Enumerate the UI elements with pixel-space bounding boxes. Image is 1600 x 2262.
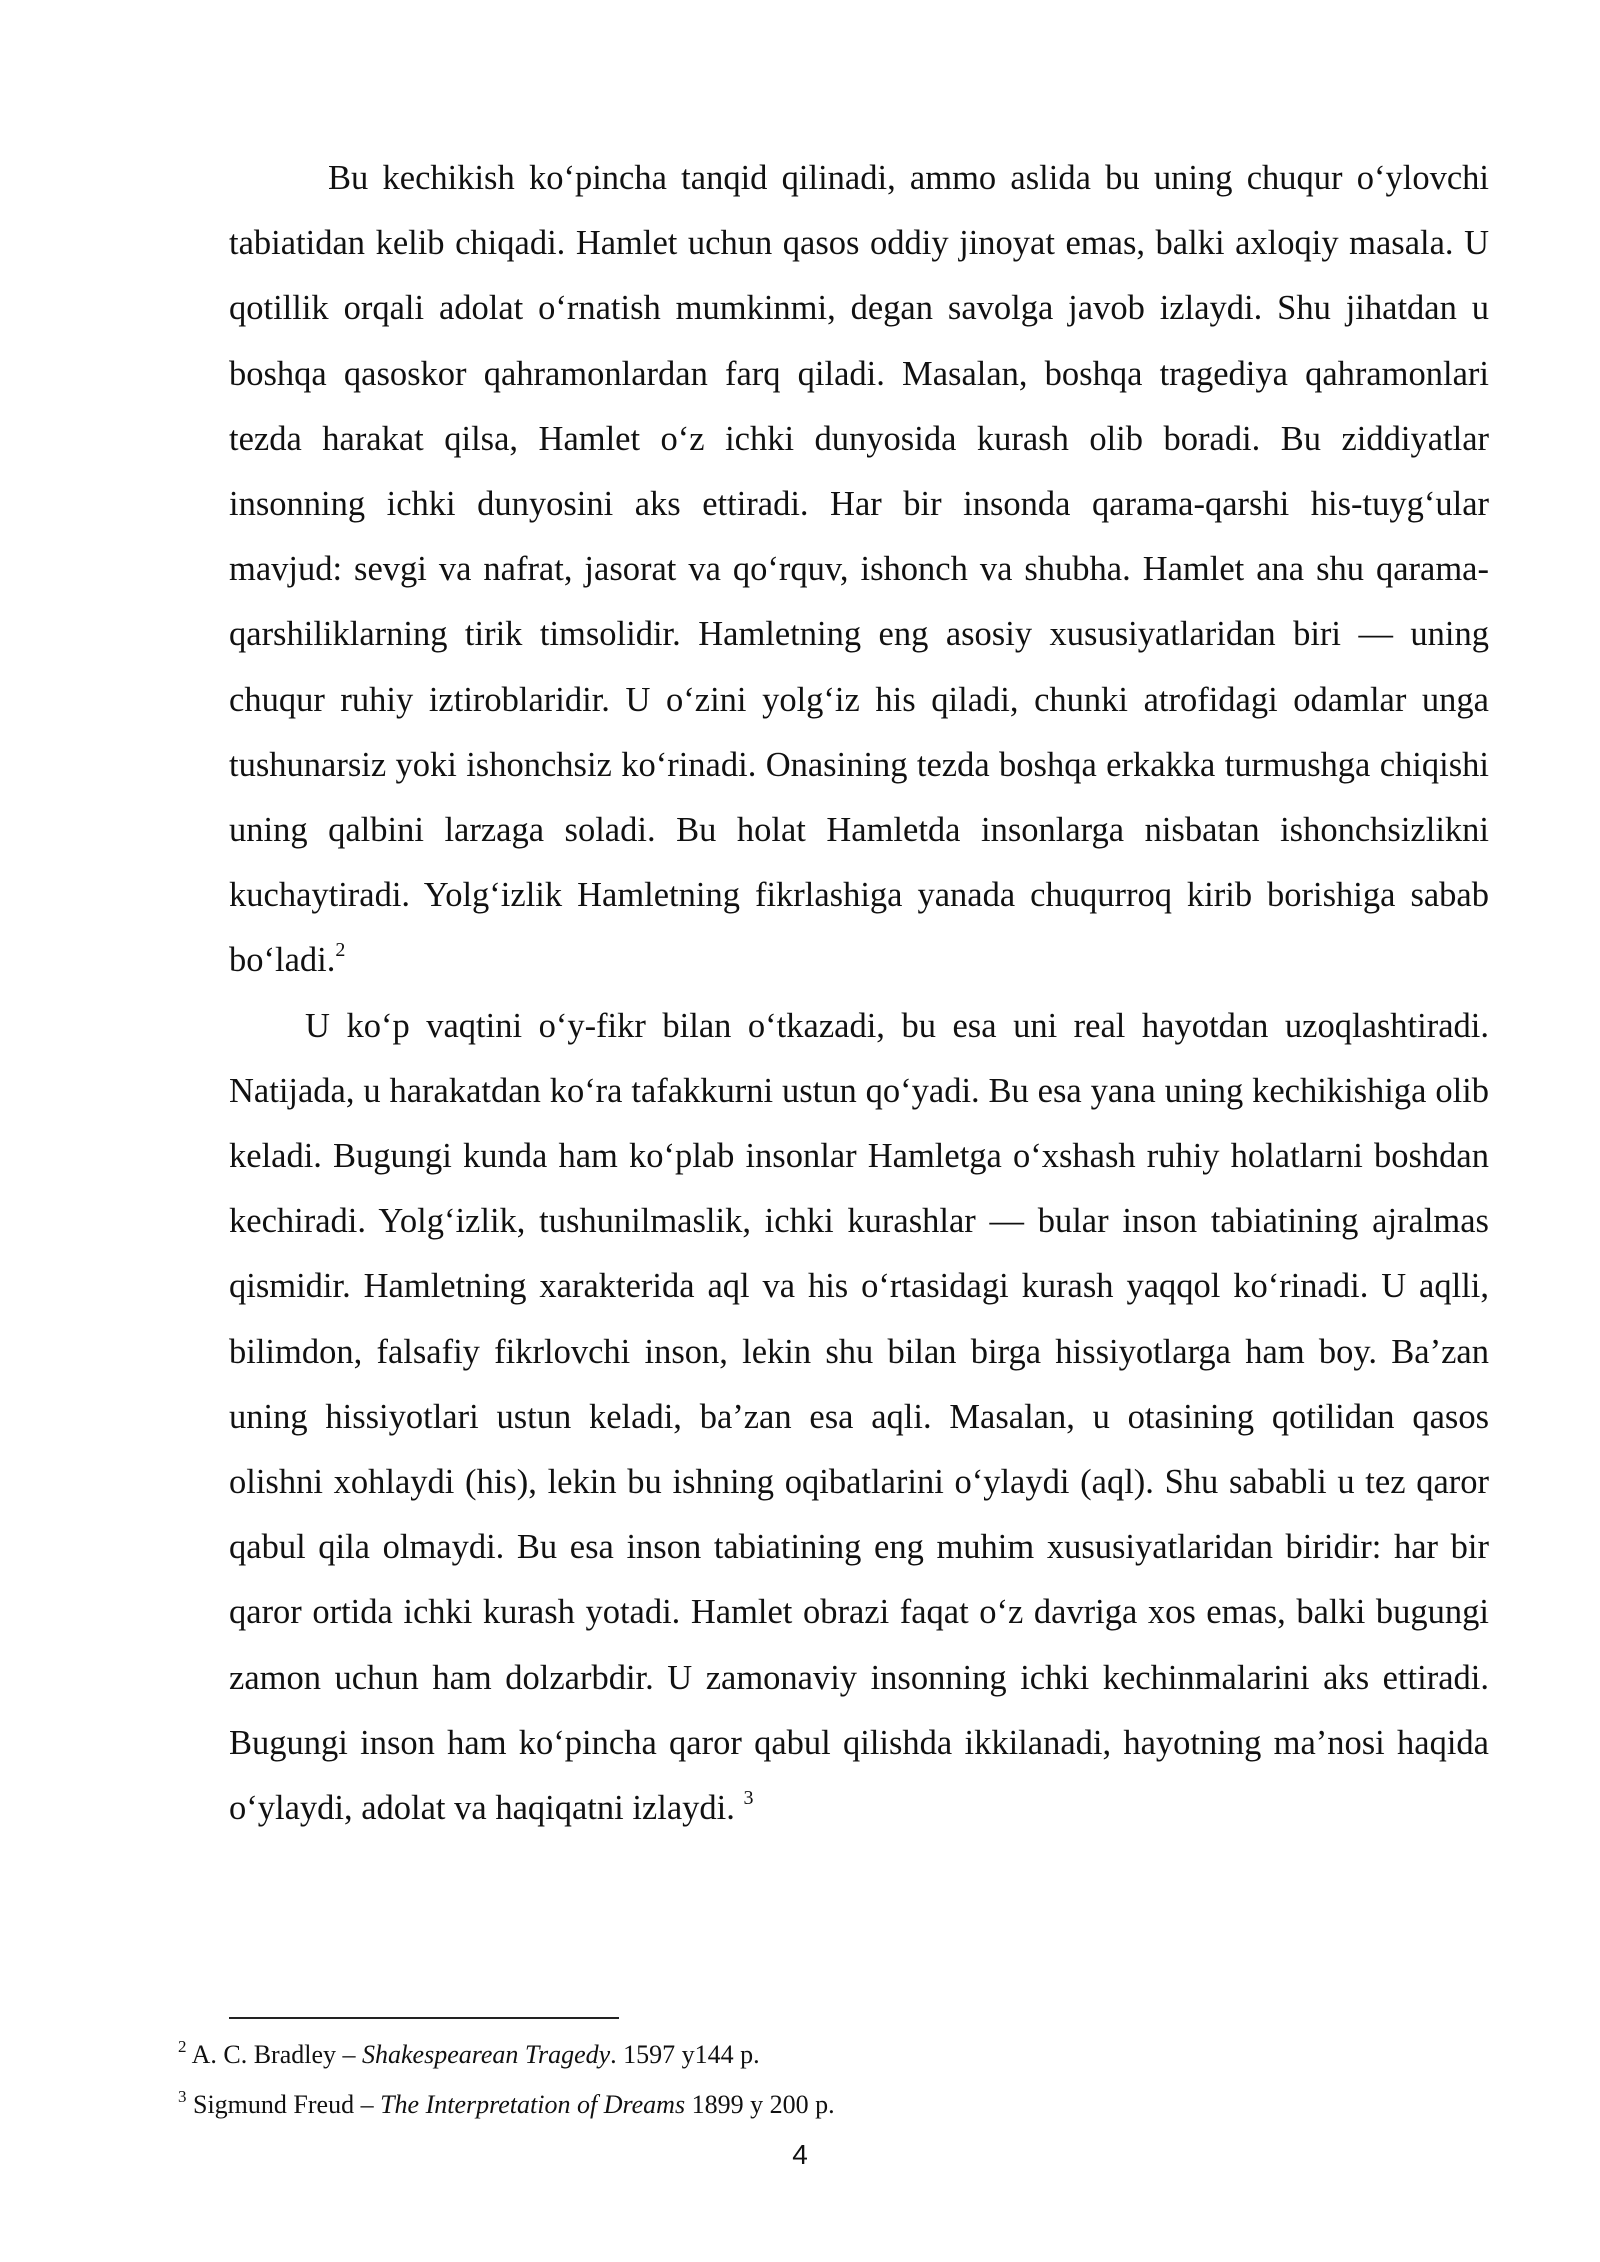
footnote-separator [229, 2017, 619, 2019]
footnote-title: The Interpretation of Dreams [380, 2090, 686, 2119]
footnote-title: Shakespearean Tragedy [362, 2040, 611, 2069]
footnote [178, 2080, 1498, 2130]
footnote-details: 1899 y 200 p. [685, 2090, 835, 2119]
paragraph [229, 146, 1489, 994]
footnote-details: . 1597 y144 p. [610, 2040, 760, 2069]
footnote-reference[interactable]: 3 [743, 1787, 754, 1810]
footnote-author: A. C. Bradley – [191, 2040, 362, 2069]
footnote-number: 3 [178, 2087, 187, 2106]
paragraph-text: Bu kechikish ko‘pincha tanqid qilinadi, ammo aslida bu uning chuqur o‘ylovchi tabiatidan kelib chiqadi. Hamlet uchun qasos oddiy jinoyat emas, balki axloqiy masala. U qotillik orqali adolat o‘rnatish mumkinmi, degan savolga javob izlaydi. Shu jihatdan u boshqa qasoskor qahramonlardan farq qiladi. Masalan, boshqa tragediya qahramonlari tezda harakat qilsa, Hamlet o‘z ichki dunyosida kurash olib boradi. Bu ziddiyatlar insonning ichki dunyosini aks ettiradi. Har bir insonda qarama-qarshi his-tuyg‘ular mavjud: sevgi va nafrat, jasorat va qo‘rquv, ishonch va shubha. Hamlet ana shu qarama-qarshiliklarning tirik timsolidir. Hamletning eng asosiy xususiyatlaridan biri — uning chuqur ruhiy iztiroblaridir. U o‘zini yolg‘iz his qiladi, chunki atrofidagi odamlar unga tushunarsiz yoki ishonchsiz ko‘rinadi. Onasining tezda boshqa erkakka turmushga chiqishi uning qalbini larzaga soladi. Bu holat Hamletda insonlarga nisbatan ishonchsizlikni kuchaytiradi. Yolg‘izlik Hamletning fikrlashiga yanada chuqurroq kirib borishiga sabab bo‘ladi. [229, 159, 1489, 980]
footnote-reference[interactable]: 2 [335, 939, 346, 962]
footnotes [178, 2030, 1498, 2130]
footnote-author: Sigmund Freud – [193, 2090, 381, 2119]
footnote-number: 2 [178, 2037, 187, 2056]
paragraph [229, 994, 1489, 1842]
footnote [178, 2030, 1498, 2080]
paragraph-text: U ko‘p vaqtini o‘y-fikr bilan o‘tkazadi, bu esa uni real hayotdan uzoqlashtiradi. Natijada, u harakatdan ko‘ra tafakkurni ustun qo‘yadi. Bu esa yana uning kechikishiga olib keladi. Bugungi kunda ham ko‘plab insonlar Hamletga o‘xshash ruhiy holatlarni boshdan kechiradi. Yolg‘izlik, tushunilmaslik, ichki kurashlar — bular inson tabiatining ajralmas qismidir. Hamletning xarakterida aql va his o‘rtasidagi kurash yaqqol ko‘rinadi. U aqlli, bilimdon, falsafiy fikrlovchi inson, lekin shu bilan birga hissiyotlarga ham boy. Ba’zan uning hissiyotlari ustun keladi, ba’zan esa aqli. Masalan, u otasining qotilidan qasos olishni xohlaydi (his), lekin bu ishning oqibatlarini o‘ylaydi (aql). Shu sababli u tez qaror qabul qila olmaydi. Bu esa inson tabiatining eng muhim xususiyatlaridan biridir: har bir qaror ortida ichki kurash yotadi. Hamlet obrazi faqat o‘z davriga xos emas, balki bugungi zamon uchun ham dolzarbdir. U zamonaviy insonning ichki kechinmalarini aks ettiradi. Bugungi inson ham ko‘pincha qaror qabul qilishda ikkilanadi, hayotning ma’nosi haqida o‘ylaydi, adolat va haqiqatni izlaydi. [229, 1006, 1489, 1828]
page-number: 4 [792, 2139, 808, 2170]
body-text [229, 146, 1489, 1841]
